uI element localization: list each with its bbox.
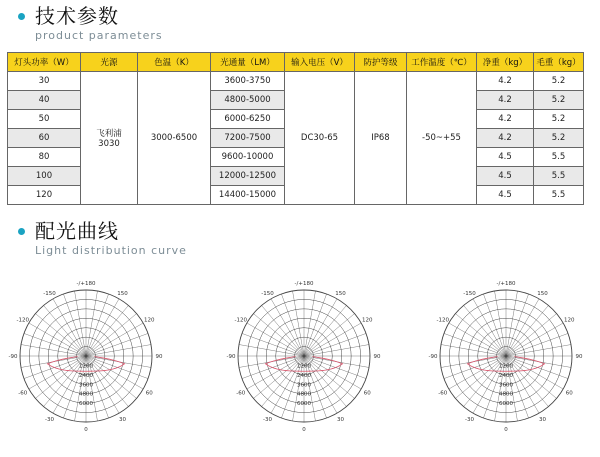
header-cell: 工作温度（℃） bbox=[407, 53, 477, 72]
angle-label: -30 bbox=[465, 417, 474, 424]
header-cell: 色温（K） bbox=[138, 53, 211, 72]
power-cell: 30 bbox=[8, 72, 81, 91]
section-title: 配光曲线 bbox=[35, 219, 119, 243]
flux-cell: 7200-7500 bbox=[211, 129, 285, 148]
radial-label: 4800 bbox=[499, 391, 513, 398]
net-weight-cell: 4.5 bbox=[477, 167, 534, 186]
gross-weight-cell: 5.2 bbox=[534, 72, 584, 91]
spec-table bbox=[7, 52, 584, 205]
angle-label: -90 bbox=[226, 354, 236, 360]
radial-label: 4800 bbox=[297, 391, 311, 398]
angle-label: -60 bbox=[18, 390, 28, 397]
angle-label: -30 bbox=[263, 417, 272, 424]
net-weight-cell: 4.2 bbox=[477, 72, 534, 91]
angle-label: 30 bbox=[539, 417, 546, 424]
power-cell: 80 bbox=[8, 148, 81, 167]
radial-label: 6000 bbox=[79, 401, 93, 408]
angle-label: -150 bbox=[43, 290, 56, 297]
polar-charts bbox=[0, 278, 600, 457]
angle-label: -90 bbox=[8, 354, 18, 360]
angle-label: 90 bbox=[373, 354, 381, 360]
angle-label: 150 bbox=[537, 290, 548, 297]
angle-label: -120 bbox=[436, 317, 450, 324]
angle-label: 150 bbox=[117, 290, 128, 297]
radial-label: 4800 bbox=[79, 391, 93, 398]
polar-chart-1 bbox=[0, 278, 172, 436]
angle-label: -120 bbox=[234, 317, 248, 324]
gross-weight-cell: 5.2 bbox=[534, 91, 584, 110]
gross-weight-cell: 5.2 bbox=[534, 129, 584, 148]
light-source-cell: 飞利浦 3030 bbox=[81, 72, 138, 205]
flux-cell: 4800-5000 bbox=[211, 91, 285, 110]
voltage-cell: DC30-65 bbox=[285, 72, 355, 205]
flux-cell: 9600-10000 bbox=[211, 148, 285, 167]
flux-cell: 3600-3750 bbox=[211, 72, 285, 91]
header-cell: 净重（kg） bbox=[477, 53, 534, 72]
polar-chart-2 bbox=[218, 278, 390, 436]
radial-label: 3600 bbox=[79, 382, 93, 389]
power-cell: 100 bbox=[8, 167, 81, 186]
net-weight-cell: 4.2 bbox=[477, 110, 534, 129]
header-cell: 防护等级 bbox=[355, 53, 407, 72]
angle-label: 90 bbox=[575, 354, 583, 360]
net-weight-cell: 4.5 bbox=[477, 186, 534, 205]
header-cell: 光源 bbox=[81, 53, 138, 72]
angle-label: -/+180 bbox=[294, 281, 314, 287]
section-header-parameters bbox=[14, 4, 163, 42]
angle-label: 30 bbox=[119, 417, 126, 424]
angle-label: 0 bbox=[302, 427, 306, 433]
angle-label: 60 bbox=[145, 390, 153, 397]
angle-label: 60 bbox=[363, 390, 371, 397]
angle-label: -120 bbox=[16, 317, 30, 324]
bullet-icon bbox=[18, 13, 25, 20]
angle-label: 150 bbox=[335, 290, 346, 297]
net-weight-cell: 4.5 bbox=[477, 148, 534, 167]
angle-label: 60 bbox=[565, 390, 573, 397]
polar-chart-svg bbox=[420, 278, 592, 436]
power-cell: 60 bbox=[8, 129, 81, 148]
net-weight-cell: 4.2 bbox=[477, 129, 534, 148]
section-subtitle: product parameters bbox=[35, 29, 163, 42]
angle-label: 90 bbox=[155, 354, 163, 360]
radial-label: 3600 bbox=[297, 382, 311, 389]
polar-chart-3 bbox=[420, 278, 592, 436]
header-cell: 光通量（LM） bbox=[211, 53, 285, 72]
angle-label: -150 bbox=[463, 290, 476, 297]
angle-label: -/+180 bbox=[76, 281, 96, 287]
protection-cell: IP68 bbox=[355, 72, 407, 205]
table-row bbox=[8, 72, 584, 91]
header-cell: 毛重（kg） bbox=[534, 53, 584, 72]
section-subtitle: Light distribution curve bbox=[35, 244, 187, 257]
angle-label: 120 bbox=[563, 317, 575, 324]
angle-label: -30 bbox=[45, 417, 54, 424]
radial-label: 1200 bbox=[297, 363, 311, 370]
radial-label: 1200 bbox=[79, 363, 93, 370]
angle-label: -60 bbox=[236, 390, 246, 397]
power-cell: 120 bbox=[8, 186, 81, 205]
net-weight-cell: 4.2 bbox=[477, 91, 534, 110]
color-temp-cell: 3000-6500 bbox=[138, 72, 211, 205]
angle-label: 0 bbox=[504, 427, 508, 433]
radial-label: 2400 bbox=[499, 372, 513, 379]
radial-label: 3600 bbox=[499, 382, 513, 389]
flux-cell: 14400-15000 bbox=[211, 186, 285, 205]
gross-weight-cell: 5.5 bbox=[534, 167, 584, 186]
radial-label: 6000 bbox=[499, 401, 513, 408]
bullet-icon bbox=[18, 228, 25, 235]
angle-label: 120 bbox=[361, 317, 373, 324]
angle-label: -150 bbox=[261, 290, 274, 297]
angle-label: -/+180 bbox=[496, 281, 516, 287]
angle-label: 30 bbox=[337, 417, 344, 424]
header-cell: 灯头功率（W） bbox=[8, 53, 81, 72]
angle-label: -90 bbox=[428, 354, 438, 360]
section-header-light-curve bbox=[14, 219, 187, 257]
radial-label: 2400 bbox=[297, 372, 311, 379]
work-temp-cell: -50~+55 bbox=[407, 72, 477, 205]
flux-cell: 12000-12500 bbox=[211, 167, 285, 186]
radial-label: 6000 bbox=[297, 401, 311, 408]
radial-label: 1200 bbox=[499, 363, 513, 370]
radial-label: 2400 bbox=[79, 372, 93, 379]
table-header-row bbox=[8, 53, 584, 72]
polar-chart-svg bbox=[0, 278, 172, 436]
section-title: 技术参数 bbox=[35, 4, 119, 28]
gross-weight-cell: 5.2 bbox=[534, 110, 584, 129]
angle-label: 120 bbox=[143, 317, 155, 324]
angle-label: 0 bbox=[84, 427, 88, 433]
gross-weight-cell: 5.5 bbox=[534, 186, 584, 205]
gross-weight-cell: 5.5 bbox=[534, 148, 584, 167]
power-cell: 50 bbox=[8, 110, 81, 129]
power-cell: 40 bbox=[8, 91, 81, 110]
flux-cell: 6000-6250 bbox=[211, 110, 285, 129]
polar-chart-svg bbox=[218, 278, 390, 436]
angle-label: -60 bbox=[438, 390, 448, 397]
header-cell: 输入电压（V） bbox=[285, 53, 355, 72]
